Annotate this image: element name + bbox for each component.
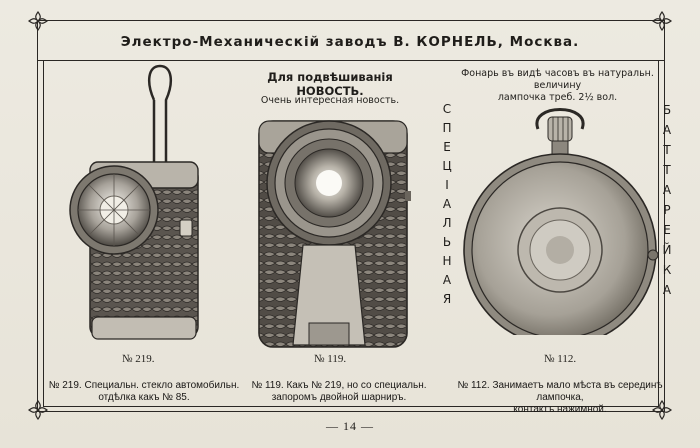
page-number: — 14 — [326,419,374,433]
vertical-letter: Е [663,223,671,237]
vertical-letter: І [445,178,449,192]
item-112-caption-line1: № 112. Занимаетъ мало мѣста въ серединѣ лампочка, [457,380,663,403]
item-119-caption-line2: запоромъ двойной шарниръ. [271,392,407,403]
vertical-letter: А [662,283,672,297]
item-119-caption-line1: № 119. Какъ № 219, но со специальн. [251,380,427,391]
item-119-caption [244,380,434,404]
right-heading-line2: лампочка треб. 2½ вол. [497,92,618,103]
vertical-letter: Ц [442,159,452,173]
vertical-letter: Б [662,103,672,117]
vertical-letter: Р [663,203,671,217]
corner-ornament-icon [27,10,49,32]
item-119-number: № 119. [314,353,347,365]
vertical-letter: Т [663,163,671,177]
lantern-119-illustration [253,115,413,355]
vertical-letter: А [662,183,672,197]
vertical-letter: Л [442,216,452,230]
item-219-caption-line2: отдѣлка какъ № 85. [98,392,190,403]
vertical-letter: Е [443,140,451,154]
vertical-letter: П [442,121,452,135]
right-heading-line1: Фонарь въ видѣ часовъ въ натуральн. величину [461,68,654,91]
vertical-letter: Н [442,254,452,268]
item-112-caption [440,380,680,416]
item-219-caption-line1: № 219. Специальн. стекло автомобильн. [48,380,240,391]
watch-lantern-112-illustration [458,95,663,335]
item-112-number: № 112. [544,353,577,365]
center-heading: Для подвѣшиванія НОВОСТЬ. [267,70,393,98]
vertical-letter: А [662,123,672,137]
vertical-letter: С [442,102,452,116]
vertical-letter: Й [662,243,672,257]
vertical-letter: К [662,263,672,277]
vertical-text-special [440,100,454,309]
vertical-letter: А [442,197,452,211]
corner-ornament-icon [651,10,673,32]
center-subheading: Очень интересная новость. [260,95,400,106]
vertical-letter: Я [442,292,452,306]
item-112-caption-line2: контактъ нажимной. [513,404,607,415]
vertical-letter: А [442,273,452,287]
page-title: Электро-Механическій заводъ В. КОРНЕЛЬ, Москва. [120,34,580,50]
vertical-letter: Ь [442,235,452,249]
item-219-number: № 219. [122,353,155,365]
lantern-219-illustration [62,62,212,352]
vertical-letter: Т [663,143,671,157]
item-219-caption [44,380,244,404]
